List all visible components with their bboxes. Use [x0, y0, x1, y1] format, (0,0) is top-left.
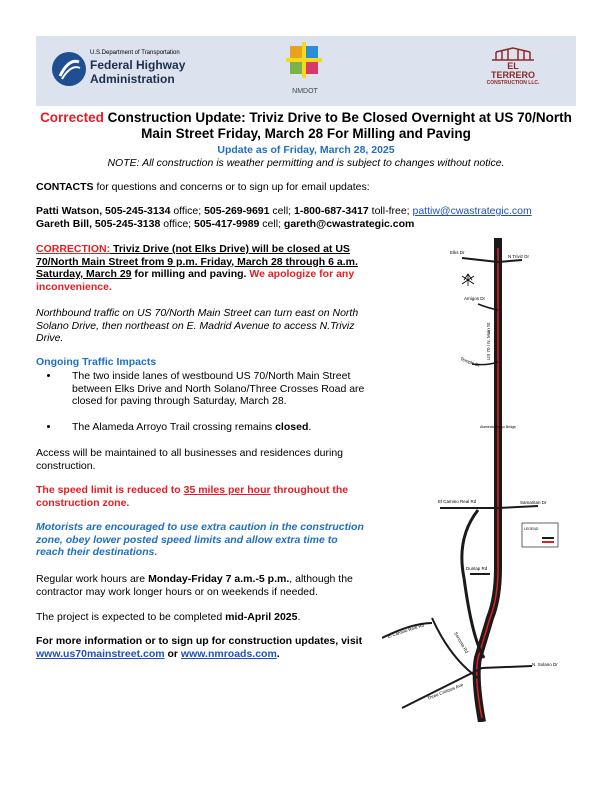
- correction-label: CORRECTION:: [36, 243, 111, 255]
- el-terrero-logo: [478, 46, 548, 96]
- bridge-icon: [490, 46, 536, 62]
- impacts-list-2: [36, 421, 366, 434]
- contact-label: cell;: [269, 205, 294, 217]
- completion-pre: The project is expected to be completed: [36, 611, 226, 623]
- nmdot-logo: [280, 42, 330, 98]
- contact-email: gareth@cwastrategic.com: [283, 218, 415, 230]
- speed-paragraph: [36, 484, 371, 509]
- contact-cell: 505-269-9691: [204, 205, 270, 217]
- map-label-us70: US 70 / N. Main St: [486, 322, 491, 360]
- el-terrero-2: TERRERO: [490, 70, 535, 80]
- contact-label: office;: [160, 218, 194, 230]
- map-label-amigos: Amigos Dr: [464, 296, 486, 301]
- impact-trail-post: .: [308, 421, 312, 433]
- speed-post: throughout the construction zone.: [36, 484, 349, 509]
- page-title: [40, 110, 572, 142]
- caution-paragraph: Motorists are encouraged to use extra caution in the construction zone, obey lower posted speed limits and allow extra time to reach their destinations.: [36, 521, 364, 558]
- correction-paragraph: [36, 243, 376, 293]
- title-text: Construction Update: Triviz Drive to Be Closed Overnight at US 70/North Main Street Friday, March 28 For Milling and Paving: [103, 110, 572, 141]
- email-link[interactable]: pattiw@cwastrategic.com: [412, 205, 532, 217]
- fhwa-name-2: Administration: [90, 72, 175, 86]
- completion-post: .: [297, 611, 301, 623]
- impact-trail-closed: closed: [275, 421, 309, 433]
- more-info-or: or: [164, 647, 181, 660]
- contacts-heading: CONTACTS: [36, 181, 94, 193]
- contact-label: toll-free;: [368, 205, 413, 217]
- construction-map: [382, 238, 574, 722]
- completion-paragraph: [36, 611, 371, 624]
- map-label-elcamino: El Camino Real Rd: [438, 499, 477, 504]
- more-info-pre: For more information or to sign up for construction updates, visit: [36, 635, 363, 647]
- contact-tollfree: 1-800-687-3417: [294, 205, 369, 217]
- more-info-post: .: [276, 647, 280, 660]
- impact-trail: [60, 421, 366, 434]
- correction-body: Triviz Drive (not Elks Drive) will be closed at US 70/North Main Street from 9 p.m. Friday, March 28 through 6 a.m. Saturday, March 29: [36, 243, 358, 280]
- hours-post: , although the contractor may work longer hours or on weekends if needed.: [36, 573, 353, 598]
- title-corrected: Corrected: [40, 110, 104, 125]
- map-label-solano: N. Solano Dr: [532, 662, 558, 667]
- map-label-elcamino2: El Camino Real Rd: [386, 622, 425, 639]
- speed-limit: 35 miles per hour: [183, 484, 271, 496]
- map-label-elks: Elks Dr: [450, 250, 465, 255]
- contact-patti: [36, 205, 581, 218]
- contacts-intro: [36, 181, 576, 194]
- el-terrero-3: CONSTRUCTION LLC.: [486, 80, 540, 86]
- speed-pre: The speed limit is reduced to: [36, 484, 184, 496]
- correction-tail: for milling and paving.: [131, 268, 250, 280]
- map-label-dunlap: Dunlap Rd: [466, 566, 488, 571]
- fhwa-logo: [52, 48, 202, 94]
- el-terrero-1: EL: [507, 61, 519, 71]
- hours-bold: Monday-Friday 7 a.m.-5 p.m.: [148, 573, 290, 585]
- more-info-paragraph: [36, 635, 371, 660]
- nmdot-zia-icon: [286, 42, 322, 78]
- nmdot-label: NMDOT: [292, 88, 318, 95]
- map-label-sonoma: Sonoma Rd: [453, 631, 470, 655]
- hours-paragraph: [36, 573, 371, 598]
- access-paragraph: Access will be maintained to all businesses and residences during construction.: [36, 447, 344, 472]
- contact-label: cell;: [259, 218, 284, 230]
- contacts-intro-text: for questions and concerns or to sign up for email updates:: [93, 181, 370, 193]
- contact-label: office;: [170, 205, 205, 217]
- contact-gareth: [36, 218, 576, 231]
- map-label-legend: LEGEND: [524, 527, 539, 531]
- contact-name: Patti Watson, 505-245-3134: [36, 205, 171, 217]
- impacts-list: [36, 370, 366, 408]
- contact-name: Gareth Bill, 505-245-3138: [36, 218, 161, 230]
- apology: We apologize for any inconvenience.: [36, 268, 355, 293]
- impact-trail-text: The Alameda Arroyo Trail crossing remains: [72, 421, 276, 433]
- map-label-arroyo: Alameda Arroyo Bridge: [480, 425, 516, 429]
- map-label-triviz: N Triviz Dr: [508, 254, 529, 259]
- fhwa-emblem-icon: [52, 52, 86, 86]
- weather-note: NOTE: All construction is weather permitting and is subject to changes without notice.: [107, 157, 505, 169]
- impact-lanes: • The two inside lanes of westbound US 70/North Main Street between Elks Drive and North Solano/Three Crosses Road are closed for paving through Saturday, March 28.: [60, 370, 366, 408]
- update-date: Update as of Friday, March 28, 2025: [217, 144, 395, 156]
- contact-cell: 505-417-9989: [194, 218, 260, 230]
- hours-pre: Regular work hours are: [36, 573, 149, 585]
- fhwa-dept: U.S.Department of Transportation: [90, 50, 180, 56]
- map-label-temple: Temple Dr: [459, 356, 481, 368]
- map-label-threecrosses: Three Crosses Ave: [426, 681, 464, 701]
- us70-link[interactable]: www.us70mainstreet.com: [36, 647, 165, 660]
- map-label-samaritan: Samaritan Dr: [520, 500, 547, 505]
- completion-date: mid-April 2025: [225, 611, 298, 623]
- nmroads-link[interactable]: www.nmroads.com: [180, 647, 277, 660]
- fhwa-name-1: Federal Highway: [90, 58, 186, 72]
- detour-paragraph: Northbound traffic on US 70/North Main Street can turn east on North Solano Drive, then northeast on E. Madrid Avenue to access N.Triviz Drive.: [36, 307, 359, 344]
- impacts-heading: Ongoing Traffic Impacts: [36, 356, 157, 368]
